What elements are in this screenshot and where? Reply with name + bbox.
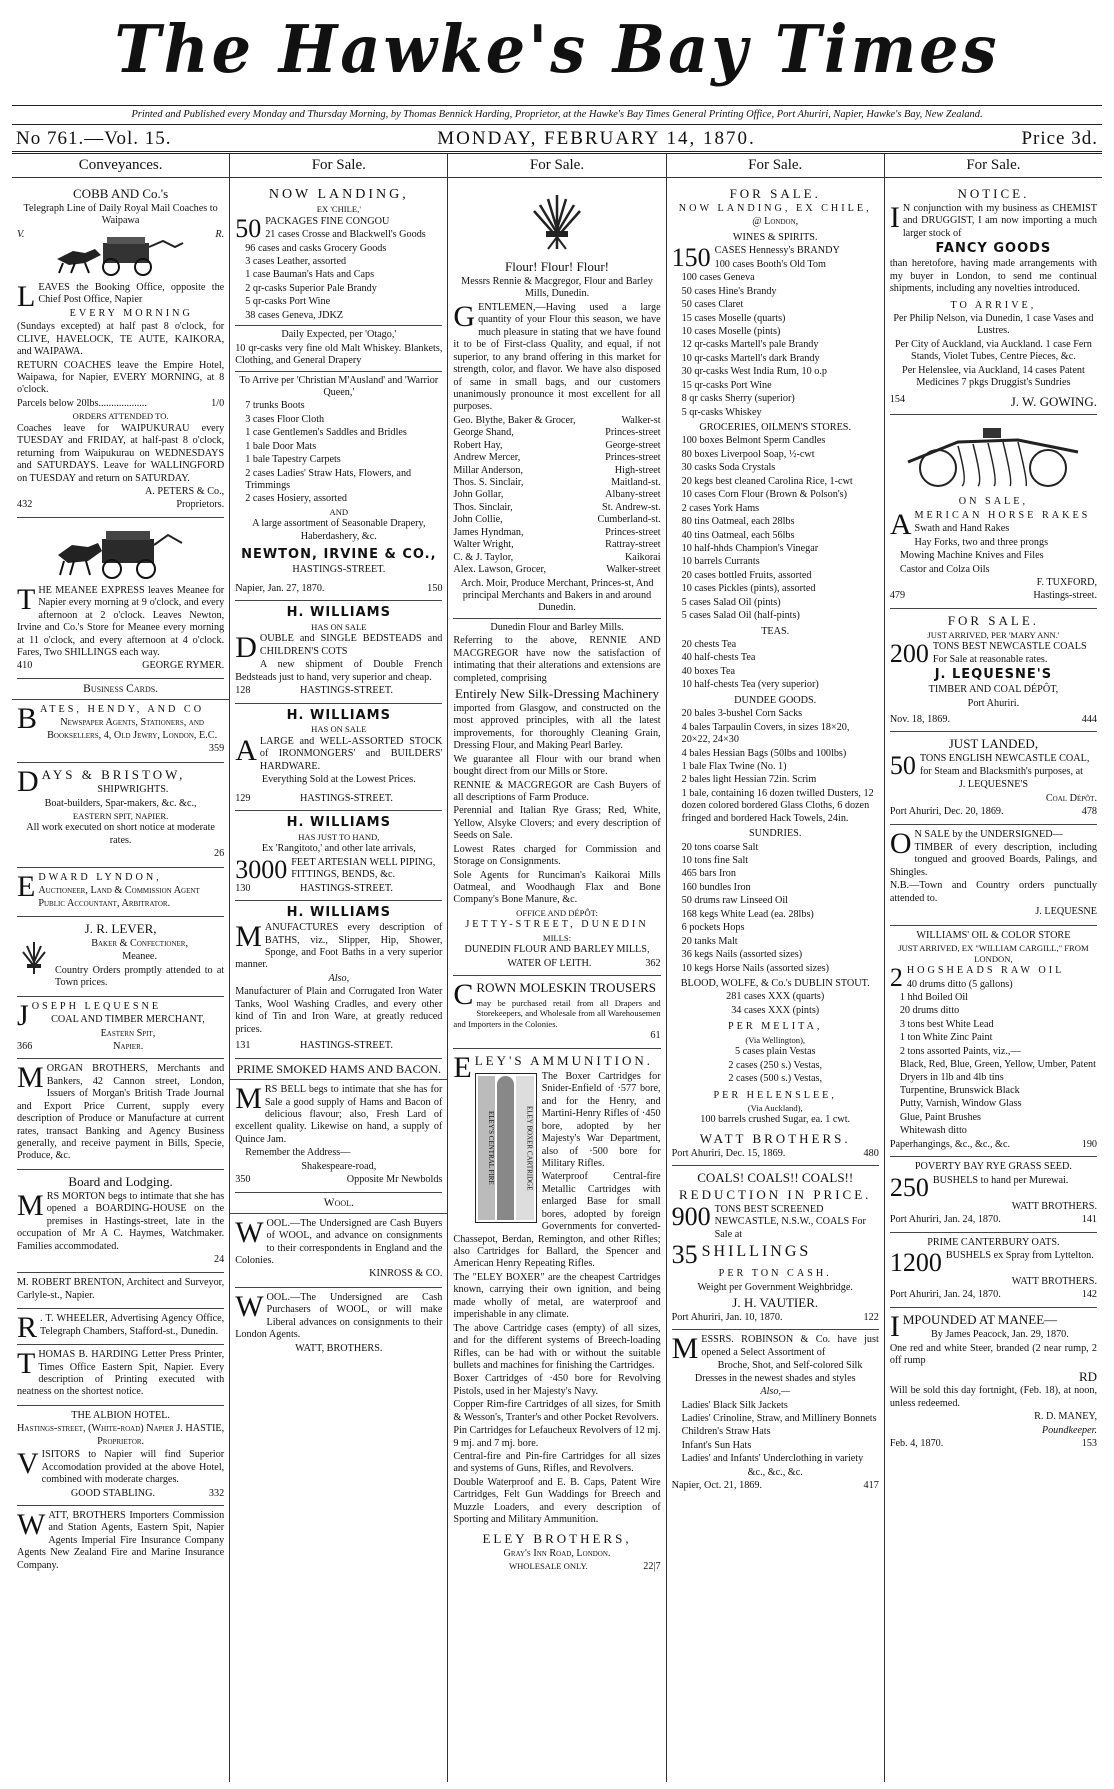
list-item: 50 drums raw Linseed Oil — [681, 895, 788, 907]
signatory-row — [453, 564, 660, 576]
goods-list — [672, 1046, 879, 1085]
list-item: 40 half-chests Tea — [681, 652, 756, 664]
ad-watt-now-landing: FOR SALE. NOW LANDING, EX CHILE, @ London, WINES & SPIRITS. 150 CASES Hennessy's BRANDY 100 cases Booth's Old Tom 100 cases Geneva 50 cases Hine's Brandy 50 cases Claret 15 cases Moselle (quarts) 10 cases Moselle (pints) 12 qr-casks Martell's pale Brandy 10 qr-casks Martell's dark Brandy 30 qr-casks West India Rum, 10 o.p 15 qr-casks Port Wine 8 qr casks Sherry (superior) 5 qr-casks Whiskey GROCERIES, OILMEN'S STORES. 100 boxes Belmont Sperm Candles 80 boxes Liverpool Soap, ½-cwt 30 casks Soda Crystals 20 kegs best cleaned Carolina Rice, 1-cwt 10 cases Corn Flour (Brown & Polson's) 2 cases York Hams 80 tins Oatmeal, each 28lbs 40 tins Oatmeal, each 56lbs 10 half-hhds Champion's Vinegar 10 barrels Currants 20 cases bottled Fruits, assorted 10 cases Pickles (pints), assorted 5 cases Salad Oil (pints) 5 cases Salad Oil (half-pints) TEAS. 20 chests Tea 40 half-chests Tea 40 boxes Tea 10 half-chests Tea (very superior) DUNDEE GOODS. 20 bales 3-bushel Corn Sacks 4 bales Tarpaulin Covers, in sizes 18×20, 20×22, 24×30 4 bales Hessian Bags (50lbs and 100lbs) 1 bale Flax Twine (No. 1) 2 bales light Hessian 72in. Scrim 1 bale, containing 16 dozen twilled Dusters, 12 dozen colored bordered Glass Cloths, 6 dozen fringed and bordered Hack Towels, 24in. SUNDRIES. 20 tons coarse Salt 10 tons fine Salt 465 bars Iron 160 bundles Iron 50 drums raw Linseed Oil 168 kegs White Lead (ea. 28lbs) 6 pockets Hops 20 tanks Malt 36 kegs Nails (assorted sizes) 10 kegs Horse Nails (assorted sizes) BLOOD, WOLFE, & Co.'s DUBLIN STOUT. 281 cases XXX (quarts) 34 cases XXX (pints) PER MELITA, (Via Wellington), 5 cases plain Vestas 2 cases (250 s.) Vestas, 2 cases (500 s.) Vestas, PER HELENSLEE, (Via Auckland), 100 barrels crushed Sugar, ea. 1 cwt. WATT BROTHERS. Port Ahuriri, Dec. 15, 1869. 480 — [672, 182, 879, 1166]
goods-list — [672, 991, 879, 1017]
list-item: 50 cases Claret — [681, 299, 744, 311]
ad-vr-right: R. — [215, 228, 225, 240]
goods-list — [890, 979, 1097, 1138]
column-3 — [448, 154, 666, 1782]
goods-list — [235, 400, 442, 506]
signatory-row — [453, 539, 660, 551]
section-heading: Wool. — [230, 1193, 447, 1214]
drop-cap: T — [17, 582, 36, 616]
horse-rake-illustration — [898, 422, 1088, 492]
list-item: 38 cases Geneva, JDKZ — [245, 309, 344, 321]
list-item: 3 cases Leather, assorted — [245, 256, 347, 268]
imprint-line: Printed and Published every Monday and Thursday Morning, by Thomas Bennick Harding, Proprietor, at the Hawke's Bay Times General Printing Office, Port Ahuriri, Napier, Hawke's Bay, New Zealand. — [12, 106, 1102, 125]
list-item: 36 kegs Nails (assorted sizes) — [681, 949, 803, 961]
signatory-name: John Collie, — [453, 514, 503, 526]
ad-board-lodging: Board and Lodging. MRS MORTON begs to intimate that she has opened a BOARDING-HOUSE on the premises in Hastings-street, late in the occupation of Mr A C. Haymes, Watchmaker. Families accommodated. 24 — [17, 1170, 224, 1273]
signatory-row — [453, 552, 660, 564]
column-2 — [230, 154, 448, 1782]
goods-list — [672, 259, 879, 419]
columns — [12, 154, 1102, 1782]
ad-lequesne-coals: FOR SALE. JUST ARRIVED, PER 'MARY ANN.' 200 TONS BEST NEWCASTLE COALS For Sale at reasonable rates. J. LEQUESNE'S TIMBER AND COAL DÉPÔT, Port Ahuriri. Nov. 18, 1869. 444 — [890, 609, 1097, 733]
ad-williams-bedsteads: H. WILLIAMS HAS ON SALE DOUBLE and SINGLE BEDSTEADS and CHILDREN'S COTS A new shipment of Double French Bedsteads just to hand, very superior and cheap. 128 HASTINGS-STREET. — [235, 601, 442, 704]
list-item: 20 drums ditto — [899, 1005, 960, 1017]
goods-list — [672, 842, 879, 975]
ad-title: COBB AND Co.'s — [73, 186, 169, 202]
list-item: 168 kegs White Lead (ea. 28lbs) — [681, 908, 814, 920]
column-5 — [885, 154, 1102, 1782]
list-item: 1 bale, containing 16 dozen twilled Dusters, 12 dozen colored bordered Glass Cloths, 6 dozen fringed and bordered Hack Towels, 24in. — [681, 787, 874, 824]
signatory-row — [453, 452, 660, 464]
list-item: 10 cases Pickles (pints), assorted — [681, 583, 816, 595]
section-heading: Business Cards. — [12, 679, 229, 700]
list-item: 1 bale Door Mats — [245, 440, 317, 452]
list-item: Hay Forks, two and three prongs — [914, 536, 1049, 548]
list-item: 1 bale Tapestry Carpets — [245, 454, 341, 466]
list-item: 5 cases plain Vestas — [734, 1046, 816, 1058]
goods-list — [672, 639, 879, 692]
ad-rennie-macgregor: Flour! Flour! Flour! Messrs Rennie & Macgregor, Flour and Barley Mills, Dunedin. GENTLEMEN,—Having used a large quantity of your Flour this season, we have much pleasure in stating that we have found it to be of First-class Quality, and equal, if not superior, to any brand offering in this market for strength, color, and flavor. We have also disposed of same in small bags, and our customers unanimously pronounce it most excellent for all purposes. Geo. Blythe, Baker & Grocer, Walker-st George Shand, Princes-street Robert Hay, George-street Andrew Mercer, Princes-street Millar Anderson, High-street Thos. S. Sinclair, Maitland-st. John Gollar, Albany-street Thos. Sinclair, St. Andrew-st. John Collie, Cumberland-st. James Hyndman, Princes-street Walter Wright, Rattray-street C. & J. Taylor, Kaikorai Alex. Lawson, Grocer, Walker-street Arch. Moir, Produce Merchant, Princes-st, And principal Merchants and Bakers in and around Dunedin. Dunedin Flour and Barley Mills. Referring to the above, RENNIE AND MACGREGOR have now the satisfaction of intimating that their alterations and extensions are completed, comprising Entirely New Silk-Dressing Machinery imported from Glasgow, and constructed on the most approved principles, with all the latest improvements, for thoroughly Cleaning Grain, Dressing Flour, and Making Pearl Barley. We guarantee all Flour with our brand when bought direct from our Mills or Store. RENNIE & MACGREGOR are Cash Buyers of all descriptions of Farm Produce. Perennial and Italian Rye Grass; Red, White, Yellow, Alsyke Clovers; and every description of Seeds on Sale. Lowest Rates charged for Commission and Storage on Consignments. Sole Agents for Runciman's Kaikorai Mills Oatmeal, and Woodhaugh Flax and Bone Company's Bone Manure, &c. OFFICE AND DÉPÔT: JETTY-STREET, DUNEDIN MILLS: DUNEDIN FLOUR AND BARLEY MILLS, WATER OF LEITH. 362 — [453, 182, 660, 976]
section-heading: PRIME SMOKED HAMS AND BACON. — [230, 1059, 447, 1081]
signatory-name: Thos. S. Sinclair, — [453, 477, 524, 489]
ad-cobb-coaches: COBB AND Co.'s Telegraph Line of Daily Royal Mail Coaches to Waipawa V. R. LEAVES the Booking Office, opposite the Chief Post Office, Napier EVERY MORNING (Sundays excepted) at half past 8 o'clock, for CLIVE, HAVELOCK, TE AUTE, KAIKORA, and WAIPAWA. RETURN COACHES leave the Empire Hotel, Waipawa, for Napier, EVERY MORNING, at 8 o'clock. Parcels below 20lbs................... 1/0 ORDERS ATTENDED TO. Coaches leave for WAIPUKURAU every TUESDAY and FRIDAY, at half-past 8 o'clock, returning from Waipukurau on WEDNESDAYS and SATURDAYS. Leave for WALLINGFORD on TUESDAY and return on SATURDAY. A. PETERS & Co., 432 Proprietors. — [17, 182, 224, 518]
signatory-street: Walker-st — [621, 414, 661, 426]
coach-illustration — [55, 233, 185, 277]
signatory-street: St. Andrew-st. — [602, 501, 661, 513]
column-heading: For Sale. — [667, 154, 884, 178]
signatory-row — [453, 514, 660, 526]
column-1 — [12, 154, 230, 1782]
cartridge-illustration: ELEY'S CENTRAL FIRE ELEY BOXER CARTRIDGE — [475, 1073, 537, 1223]
goods-list — [672, 708, 879, 825]
ad-poverty-bay-seed: POVERTY BAY RYE GRASS SEED. 250 BUSHELS to hand per Murewai. WATT BROTHERS. Port Ahuriri, Jan. 24, 1870. 141 — [890, 1157, 1097, 1232]
list-item: 465 bars Iron — [681, 868, 736, 880]
list-item: 10 kegs Horse Nails (assorted sizes) — [681, 962, 830, 974]
flour-heading: Flour! Flour! Flour! — [505, 259, 609, 275]
list-item: 1 bale Flax Twine (No. 1) — [681, 760, 787, 772]
signatory-name: George Shand, — [453, 427, 514, 439]
ad-wheeler: R . T. WHEELER, Advertising Agency Office, Telegraph Chambers, Stafford-st., Dunedin. — [17, 1311, 225, 1345]
list-item: Infant's Sun Hats — [681, 1439, 752, 1451]
list-item: 40 tins Oatmeal, each 56lbs — [681, 529, 795, 541]
ad-bates-hendy: BATES, HENDY, AND CO Newspaper Agents, Stationers, and Booksellers, 4, Old Jewry, London, E.C. 359 — [17, 700, 224, 763]
list-item: Whitewash ditto — [899, 1125, 967, 1137]
ad-morgan-brothers: MORGAN BROTHERS, Merchants and Bankers, 42 Cannon street, London, Issuers of Morgan's British Trade Journal and Export Price Current, supply every description of Produce or Manufacture at current rates, transact Banking and Agency Business generally, and receive payment in Bills, Specie, Produce, &c. — [17, 1059, 224, 1170]
list-item: 2 cases York Hams — [681, 502, 760, 514]
list-item: Mowing Machine Knives and Files — [899, 550, 1044, 562]
issue-date: MONDAY, FEBRUARY 14, 1870. — [437, 127, 756, 149]
ad-meanee-express: THE MEANEE EXPRESS leaves Meanee for Napier every morning at 9 o'clock, and every afternoon at 2 o'clock. Leaves Newton, Irvine and Co.'s Store for Meanee every morning at 11 o'clock, and every afternoon at 4 o'clock. Fares, Two SHILLINGS each way. 410 GEORGE RYMER. — [17, 518, 224, 679]
column-heading: Conveyances. — [12, 154, 229, 178]
list-item: 20 tons coarse Salt — [681, 841, 759, 853]
signatory-row — [453, 465, 660, 477]
list-item: 2 tons assorted Paints, viz.,— — [899, 1045, 1021, 1057]
signatory-row — [453, 502, 660, 514]
list-item: 100 cases Booth's Old Tom — [714, 258, 826, 270]
list-item: 2 cases Hosiery, assorted — [245, 493, 347, 505]
ad-canterbury-oats: PRIME CANTERBURY OATS. 1200 BUSHELS ex Spray from Lyttelton. WATT BROTHERS. Port Ahuriri, Jan. 24, 1870. 142 — [890, 1233, 1097, 1308]
every-morning: EVERY MORNING — [69, 307, 193, 319]
list-item: 15 qr-casks Port Wine — [681, 379, 772, 391]
list-item: 4 bales Hessian Bags (50lbs and 100lbs) — [681, 747, 847, 759]
list-item: 100 cases Geneva — [681, 272, 755, 284]
list-item: 15 cases Moselle (quarts) — [681, 312, 786, 324]
list-item: 2 cases (500 s.) Vestas, — [728, 1073, 823, 1085]
signatory-name: Geo. Blythe, Baker & Grocer, — [453, 414, 576, 426]
list-item: 7 trunks Boots — [245, 400, 305, 412]
signatory-name: Millar Anderson, — [453, 464, 524, 476]
list-item: 50 cases Hine's Brandy — [681, 285, 777, 297]
signatory-street: Maitland-st. — [611, 477, 661, 489]
list-item: 34 cases XXX (pints) — [731, 1004, 820, 1016]
goods-list — [890, 523, 1097, 576]
ad-albion-hotel: THE ALBION HOTEL. Hastings-street, (White-road) Napier J. HASTIE, Proprietor. VISITORS to Napier will find Superior Accomodation provided at the above Hotel, combined with moderate charges. GOOD STABLING. 332 — [17, 1406, 224, 1506]
ad-impounded: IMPOUNDED AT MANEE— By James Peacock, Jan. 29, 1870. One red and white Steer, branded (2 near rump, 2 off rump RD Will be sold this day fortnight, (Feb. 18), at noon, unless redeemed. R. D. MANEY, Poundkeeper. Feb. 4, 1870. 153 — [889, 1309, 1098, 1450]
ad-lever: J. R. LEVER, Baker & Confectioner, Meanee. Country Orders promptly attended to at Town prices. — [17, 917, 224, 997]
signatory-street: Walker-street — [606, 564, 661, 576]
list-item: 1 hhd Boiled Oil — [899, 991, 969, 1003]
list-item: 96 cases and casks Grocery Goods — [245, 242, 387, 254]
list-item: Putty, Varnish, Window Glass — [899, 1098, 1022, 1110]
list-item: 20 tanks Malt — [681, 935, 738, 947]
signatory-row — [453, 489, 660, 501]
list-item: Turpentine, Brunswick Black — [899, 1085, 1020, 1097]
goods-list — [672, 1400, 879, 1466]
newton-irvine-name: NEWTON, IRVINE & CO., — [241, 547, 437, 563]
signatory-name: James Hyndman, — [453, 526, 524, 538]
ad-days-bristow: DAYS & BRISTOW, SHIPWRIGHTS. Boat-builders, Spar-makers, &c. &c., EASTERN SPIT, NAPIER. All work executed on short notice at moderate rates. 26 — [17, 763, 224, 868]
ad-williams-piping: H. WILLIAMS HAS JUST TO HAND, Ex 'Rangitoto,' and other late arrivals, 3000 FEET ARTESIAN WELL PIPING, FITTINGS, BENDS, &c. 130 HASTINGS-STREET. — [235, 811, 442, 901]
ad-subtitle: Telegraph Line of Daily Royal Mail Coaches to Waipawa — [23, 203, 218, 227]
list-item: 80 boxes Liverpool Soap, ½-cwt — [681, 448, 815, 460]
list-item: 30 qr-casks West India Rum, 10 o.p — [681, 366, 827, 378]
ad-williams-oil-store: WILLIAMS' OIL & COLOR STORE JUST ARRIVED, EX "WILLIAM CARGILL," FROM LONDON, 2 HOGSHEADS RAW OIL 40 drums ditto (5 gallons) 1 hhd Boiled Oil 20 drums ditto 3 tons best White Lead 1 ton White Zinc Paint 2 tons assorted Paints, viz.,— Black, Red, Blue, Green, Yellow, Umber, Patent Dryers in 1lb and 4lb tins Turpentine, Brunswick Black Putty, Varnish, Window Glass Glue, Paint Brushes Whitewash ditto Paperhangings, &c., &c., &c. 190 — [890, 926, 1097, 1158]
ad-eley-ammunition: ELEY'S AMMUNITION. ELEY'S CENTRAL FIRE ELEY BOXER CARTRIDGE The Boxer Cartridges for Snider-Enfield of ·577 bore, and for the Henry, and Martini-Henry Rifles of ·450 bore, adopted by her Majesty's War Department, also of ·500 bore for Military Rifles. Waterproof Central-fire Metallic Cartridges with enlarged Base for small bores, adopted by foreign Governments for converted-Chassepot, Berdan, Remington, and other Rifles; also Cartridges for Ballard, the Spencer and American Henry Repeating Rifles. The "ELEY BOXER" are the cheapest Cartridges known, carrying their own ignition, and being made wholly of metal, are waterproof and imperishable in any climate. The above Cartridge cases (empty) of all sizes, and for the different systems of Breech-loading Rifles, can be had with or without the suitable bullets and machines for finishing the Cartridges. Boxer Cartridges of ·450 bore for Revolving Pistols, used in her Majesty's Navy. Copper Rim-fire Cartridges of all sizes, for Smith & Wesson's, Tranter's and other Pocket Revolvers. Pin Cartridges for Lefaucheux Revolvers of 12 mj. 9 mj. and 7 mj. bore. Central-fire and Pin-fire Cartridges for all sizes and systems of Guns, Rifles, and Revolvers. Double Waterproof and E. B. Caps, Patent Wire Cartridges, Felt Gun Waddings for Breech and Muzzle Loaders, and every description of Sporting and Military Ammunition. ELEY BROTHERS, Gray's Inn Road, London. WHOLESALE ONLY. 22|7 — [453, 1051, 661, 1572]
dateline — [12, 125, 1102, 154]
list-item: Swath and Hand Rakes — [914, 523, 1010, 535]
signatory-name: John Gollar, — [453, 489, 504, 501]
column-heading: For Sale. — [885, 154, 1102, 178]
list-item: 12 qr-casks Martell's pale Brandy — [681, 339, 819, 351]
signatory-name: C. & J. Taylor, — [453, 551, 514, 563]
list-item: 2 cases (250 s.) Vestas, — [728, 1059, 823, 1071]
list-item: 10 cases Corn Flour (Brown & Polson's) — [681, 489, 848, 501]
list-item: Black, Red, Blue, Green, Yellow, Umber, Patent Dryers in 1lb and 4lb tins — [899, 1059, 1096, 1083]
signatory-name: Alex. Lawson, Grocer, — [453, 564, 547, 576]
list-item: 40 boxes Tea — [681, 665, 736, 677]
list-item: Ladies' Crinoline, Straw, and Millinery Bonnets — [681, 1412, 877, 1424]
ad-williams-baths: H. WILLIAMS MANUFACTURES every description of BATHS, viz., Slipper, Hip, Shower, Sponge, and Foot Baths in a very superior manner. Also, Manufacturer of Plain and Corrugated Iron Water Tanks, Wool Washing Cradles, and every other kind of Tin and Iron Ware, at greatly reduced prices. 131 HASTINGS-STREET. — [235, 901, 442, 1058]
signatory-street: Kaikorai — [624, 551, 661, 563]
list-item: 10 cases Moselle (pints) — [681, 325, 781, 337]
list-item: Children's Straw Hats — [681, 1426, 771, 1438]
signatory-row — [453, 427, 660, 439]
list-item: 2 bales light Hessian 72in. Scrim — [681, 774, 817, 786]
list-item: Ladies' Black Silk Jackets — [681, 1399, 788, 1411]
list-item: 160 bundles Iron — [681, 881, 751, 893]
list-item: 21 cases Crosse and Blackwell's Goods — [265, 229, 426, 241]
list-item: 1 case Gentlemen's Saddles and Bridles — [245, 427, 407, 439]
list-item: 2 qr-casks Superior Pale Brandy — [245, 282, 377, 294]
ad-mrs-bell: MRS BELL begs to intimate that she has for Sale a good supply of Hams and Bacon of delicious flavour; also, Fresh Lard of excellent quality. Likewise on hand, a supply of Quince Jam. Remember the Address— Shakespeare-road, 350 Opposite Mr Newbolds — [235, 1080, 442, 1193]
coach-illustration — [56, 525, 186, 581]
goods-list — [235, 229, 442, 322]
list-item: 2 cases Ladies' Straw Hats, Flowers, and Trimmings — [245, 467, 412, 492]
issue-number: No 761.—Vol. 15. — [16, 127, 172, 149]
list-item: 8 qr casks Sherry (superior) — [681, 393, 795, 405]
signatory-street: Princes-street — [605, 452, 661, 464]
list-item: 100 boxes Belmont Sperm Candles — [681, 435, 826, 447]
ad-wool-kinross: WOOL.—The Undersigned are Cash Buyers of WOOL, and advance on consignments to their correspondents in England and the Colonies. KINROSS & CO. — [235, 1214, 442, 1288]
goods-list — [672, 435, 879, 622]
ad-now-landing-chile: NOW LANDING, EX 'CHILE,' 50 PACKAGES FINE CONGOU 21 cases Crosse and Blackwell's Goods 96 cases and casks Grocery Goods 3 cases Leather, assorted 1 case Bauman's Hats and Caps 2 qr-casks Superior Pale Brandy 5 qr-casks Port Wine 38 cases Geneva, JDKZ Daily Expected, per 'Otago,' 10 qr-casks very fine old Malt Whiskey. Blankets, Clothing, and General Drapery To Arrive per 'Christian M'Ausland' and 'Warrior Queen,' 7 trunks Boots 3 cases Floor Cloth 1 case Gentlemen's Saddles and Bridles 1 bale Door Mats 1 bale Tapestry Carpets 2 cases Ladies' Straw Hats, Flowers, and Trimmings 2 cases Hosiery, assorted AND A large assortment of Seasonable Drapery, Haberdashery, &c. NEWTON, IRVINE & CO., HASTINGS-STREET. Napier, Jan. 27, 1870. 150 — [235, 182, 442, 601]
ad-brenton: M. ROBERT BRENTON, Architect and Surveyor, Carlyle-st., Napier. — [17, 1273, 224, 1309]
ad-vautier-coals: COALS! COALS!! COALS!! REDUCTION IN PRICE. 900 TONS BEST SCREENED NEWCASTLE, N.S.W., COALS For Sale at 35 SHILLINGS PER TON CASH. Weight per Government Weighbridge. J. H. VAUTIER. Port Ahuriri, Jan. 10, 1870. 122 — [672, 1166, 879, 1330]
list-item: 4 bales Tarpaulin Covers, in sizes 18×20, 20×22, 24×30 — [681, 721, 850, 746]
list-item: 10 tons fine Salt — [681, 855, 749, 867]
ad-lequesne-english-coal: JUST LANDED, 50 TONS ENGLISH NEWCASTLE COAL, for Steam and Blacksmith's purposes, at J. LEQUESNE'S Coal Dépôt. Port Ahuriri, Dec. 20, 1869. 478 — [890, 732, 1097, 824]
ad-gowing-notice: NOTICE. I N conjunction with my business as CHEMIST and DRUGGIST, I am now importing a much larger stock of FANCY GOODS than heretofore, having made arrangements with my buyer in London, to send me continual shipments, including any novelties introduced. TO ARRIVE, Per Philip Nelson, via Dunedin, 1 case Vases and Lustres. Per City of Auckland, via Auckland. 1 case Fern Stands, Violet Tubes, Centre Pieces, &c. Per Helenslee, via Auckland, 14 cases Patent Medicines 7 pkgs Druggist's Sundries 154 J. W. GOWING. — [890, 182, 1097, 415]
signatory-street: Albany-street — [605, 489, 661, 501]
signatory-street: High-street — [614, 464, 661, 476]
column-heading: For Sale. — [230, 154, 447, 178]
hand-icon: RETURN COACHES leave the Empire Hotel, Waipawa, for Napier, EVERY MORNING, at 8 o'clock. — [17, 359, 225, 396]
ad-watt-brothers: WATT, BROTHERS Importers Commission and Station Agents, Eastern Spit, Napier Agents Imperial Fire Insurance Company Agents New Zealand Fire and Marine Insurance Company. — [17, 1507, 225, 1571]
list-item: 20 chests Tea — [681, 639, 737, 651]
signatory-street: Cumberland-st. — [597, 514, 661, 526]
masthead — [12, 6, 1102, 106]
list-item: 10 qr-casks Martell's dark Brandy — [681, 352, 820, 364]
list-item: 5 cases Salad Oil (half-pints) — [681, 610, 800, 622]
signatory-street: Princes-street — [605, 427, 661, 439]
list-item: 40 drums ditto (5 gallons) — [906, 978, 1013, 990]
signatory-name: Thos. Sinclair, — [453, 501, 513, 513]
list-item: Glue, Paint Brushes — [899, 1111, 982, 1123]
list-item: 10 barrels Currants — [681, 556, 760, 568]
ad-tuxford-rakes: ON SALE, AMERICAN HORSE RAKES Swath and Hand Rakes Hay Forks, two and three prongs Mowing Machine Knives and Files Castor and Colza Oils F. TUXFORD, 479 Hastings-street. — [890, 415, 1097, 609]
wheatsheaf-illustration — [17, 938, 51, 978]
list-item: 1 case Bauman's Hats and Caps — [245, 269, 375, 281]
signatory-row — [453, 415, 660, 427]
list-item: 281 cases XXX (quarts) — [726, 991, 825, 1003]
list-item: Ladies' and Infants' Underclothing in variety — [681, 1453, 864, 1465]
ad-lequesne-timber: O N SALE by the UNDERSIGNED— TIMBER of every description, including tongued and grooved Boards, Palings, and Shingles. N.B.—Town and Country orders punctually attended to. J. LEQUESNE — [890, 825, 1097, 926]
newspaper-title: The Hawke's Bay Times — [114, 11, 1000, 88]
ad-crown-moleskin: CROWN MOLESKIN TROUSERS may be purchased retail from all Drapers and Storekeepers, and Wholesale from all Warehousemen and Importers in the Colonies. 61 — [453, 976, 660, 1049]
ad-joseph-lequesne: JOSEPH LEQUESNE COAL AND TIMBER MERCHANT, Eastern Spit, 366 Napier. — [17, 997, 224, 1060]
drop-cap: L — [17, 279, 36, 313]
signatory-street: Princes-street — [605, 526, 661, 538]
column-heading: For Sale. — [448, 154, 665, 178]
list-item: 3 cases Floor Cloth — [245, 413, 325, 425]
list-item: 20 kegs best cleaned Carolina Rice, 1-cwt — [681, 475, 853, 487]
ad-williams-hardware: H. WILLIAMS HAS ON SALE ALARGE and WELL-ASSORTED STOCK of IRONMONGERS' and BUILDERS' HARDWARE. Everything Sold at the Lowest Prices. 129 HASTINGS-STREET. — [235, 704, 442, 812]
signatory-street: George-street — [605, 439, 661, 451]
signatory-name: Robert Hay, — [453, 439, 503, 451]
signatory-name: Walter Wright, — [453, 539, 514, 551]
list-item: 5 qr-casks Port Wine — [245, 296, 331, 308]
list-item: 10 half-chests Tea (very superior) — [681, 679, 819, 691]
list-item: 20 cases bottled Fruits, assorted — [681, 569, 812, 581]
list-item: 1 ton White Zinc Paint — [899, 1032, 993, 1044]
list-item: 6 pockets Hops — [681, 922, 745, 934]
signatory-row — [453, 477, 660, 489]
signatory-name: Andrew Mercer, — [453, 452, 521, 464]
list-item: 80 tins Oatmeal, each 28lbs — [681, 516, 795, 528]
list-item: Castor and Colza Oils — [899, 563, 990, 575]
signatory-row — [453, 440, 660, 452]
wheatsheaf-illustration — [522, 189, 592, 255]
issue-price: Price 3d. — [1021, 127, 1098, 149]
signatory-street: Rattray-street — [605, 539, 661, 551]
signatory-list — [453, 415, 660, 577]
ad-wool-watt: WOOL.—The Undersigned are Cash Purchasers of WOOL, or will make Liberal advances on consignments to their London Agents. WATT, BROTHERS. — [235, 1289, 443, 1354]
list-item: 5 cases Salad Oil (pints) — [681, 596, 781, 608]
list-item: 20 bales 3-bushel Corn Sacks — [681, 708, 803, 720]
list-item: 30 casks Soda Crystals — [681, 462, 776, 474]
signatory-row — [453, 527, 660, 539]
ad-vr-left: V. — [17, 228, 25, 240]
ad-lyndon: EDWARD LYNDON, Auctioneer, Land & Commission Agent Public Accountant, Arbitrator. — [17, 868, 224, 917]
column-4 — [667, 154, 885, 1782]
ad-robinson: MESSRS. ROBINSON & Co. have just opened a Select Assortment of Broche, Shot, and Self-colored Silk Dresses in the newest shades and styles Also,— Ladies' Black Silk Jackets Ladies' Crinoline, Straw, and Millinery Bonnets Children's Straw Hats Infant's Sun Hats Ladies' and Infants' Underclothing in variety &c., &c., &c. Napier, Oct. 21, 1869. 417 — [671, 1332, 879, 1492]
list-item: 3 tons best White Lead — [899, 1018, 994, 1030]
list-item: 5 qr-casks Whiskey — [681, 406, 762, 418]
ad-harding: THOMAS B. HARDING Letter Press Printer, Times Office Eastern Spit, Napier. Every description of Printing executed with neatness on the shortest notice. — [17, 1345, 224, 1406]
list-item: 10 half-hhds Champion's Vinegar — [681, 542, 819, 554]
